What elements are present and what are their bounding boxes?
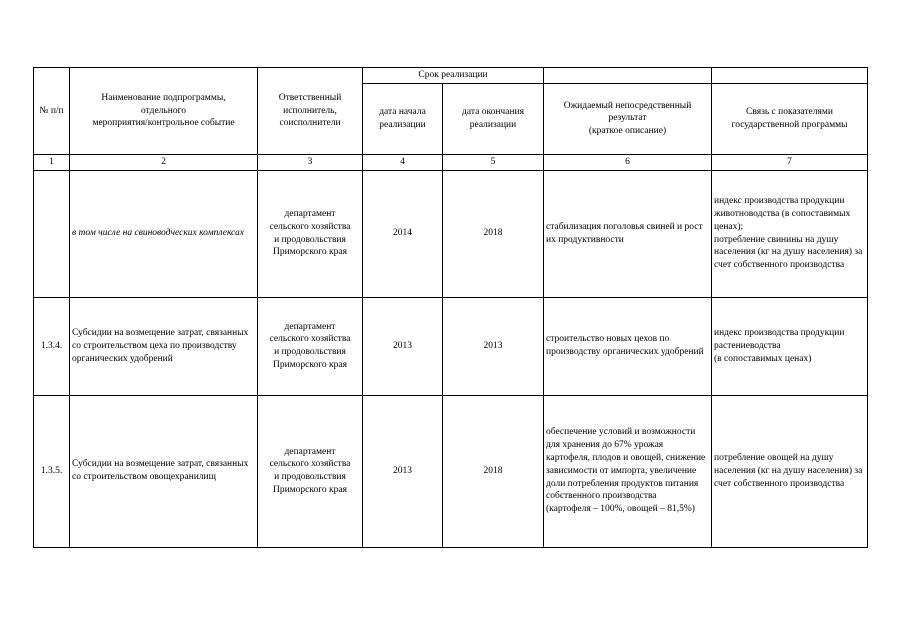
row-end: 2018 (443, 170, 544, 297)
col-number: 2 (70, 154, 258, 170)
header-result: Ожидаемый непосредственный результат (краткое описание) (544, 83, 712, 154)
col-number: 3 (258, 154, 363, 170)
header-blank-7 (712, 68, 868, 84)
col-number: 7 (712, 154, 868, 170)
row-link: индекс производства продукции животноводства (в сопоставимых ценах); потребление свинины на душу населения (кг на душу населения) за счет собственного производства (712, 170, 868, 297)
row-result: обеспечение условий и возможности для хранения до 67% урожая картофеля, плодов и овощей, снижение зависимости от импорта, увеличение доли потребления продуктов питания собственного производства (картофеля – 100%, овощей – 81,5%) (544, 395, 712, 547)
header-row-1 (34, 68, 868, 84)
row-responsible: департамент сельского хозяйства и продовольствия Приморского края (258, 170, 363, 297)
row-num: 1.3.4. (34, 297, 70, 395)
header-end: дата окончания реализации (443, 83, 544, 154)
row-name: Субсидии на возмещение затрат, связанных со строительством овощехранилищ (70, 395, 258, 547)
row-start: 2013 (363, 297, 443, 395)
header-num: № п/п (34, 68, 70, 155)
program-table (33, 67, 868, 548)
header-link: Связь с показателями государственной программы (712, 83, 868, 154)
row-num: 1.3.5. (34, 395, 70, 547)
row-responsible: департамент сельского хозяйства и продовольствия Приморского края (258, 395, 363, 547)
header-responsible: Ответственный исполнитель, соисполнители (258, 68, 363, 155)
row-name: в том числе на свиноводческих комплексах (70, 170, 258, 297)
table-row (34, 297, 868, 395)
header-blank-6 (544, 68, 712, 84)
header-name: Наименование подпрограммы, отдельного мероприятия/контрольное событие (70, 68, 258, 155)
row-start: 2013 (363, 395, 443, 547)
col-number: 6 (544, 154, 712, 170)
row-end: 2018 (443, 395, 544, 547)
header-start: дата начала реализации (363, 83, 443, 154)
col-number: 4 (363, 154, 443, 170)
col-number: 1 (34, 154, 70, 170)
table-row (34, 395, 868, 547)
col-number: 5 (443, 154, 544, 170)
row-name: Субсидии на возмещение затрат, связанных со строительством цеха по производству органических удобрений (70, 297, 258, 395)
column-number-row (34, 154, 868, 170)
row-start: 2014 (363, 170, 443, 297)
table-row (34, 170, 868, 297)
row-responsible: департамент сельского хозяйства и продовольствия Приморского края (258, 297, 363, 395)
row-end: 2013 (443, 297, 544, 395)
row-num (34, 170, 70, 297)
row-link: потребление овощей на душу населения (кг на душу населения) за счет собственного производства (712, 395, 868, 547)
row-result: строительство новых цехов по производству органических удобрений (544, 297, 712, 395)
header-period: Срок реализации (363, 68, 544, 84)
row-result: стабилизация поголовья свиней и рост их продуктивности (544, 170, 712, 297)
row-link: индекс производства продукции растениеводства (в сопоставимых ценах) (712, 297, 868, 395)
